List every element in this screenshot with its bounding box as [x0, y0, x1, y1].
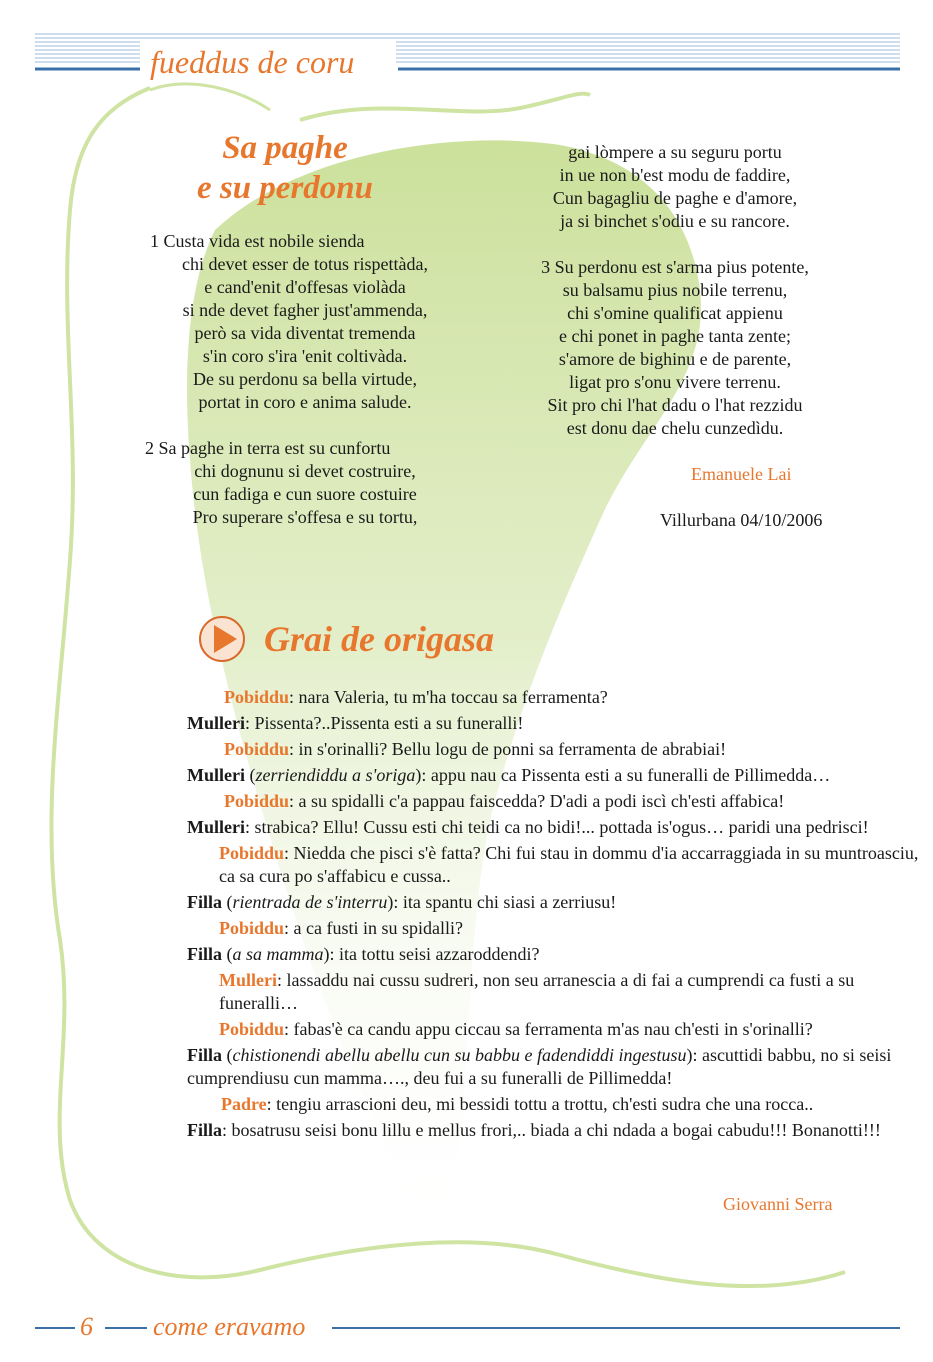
poem-line: s'amore de bighinu e de parente, [558, 349, 792, 369]
dialogue-line [187, 816, 932, 839]
poem-column-left [140, 230, 470, 529]
speaker-label: Mulleri [187, 713, 245, 733]
poem-line: ja si binchet s'odiu e su rancore. [560, 211, 790, 231]
poem-line: chi devet esser de totus rispettàda, [182, 254, 428, 274]
line-text: : Pissenta?..Pissenta esti a su funeralli! [244, 713, 524, 733]
speaker-label: Pobiddu [224, 739, 290, 759]
line-text: : nara Valeria, tu m'ha toccau sa ferramenta? [289, 687, 608, 707]
line-text: : in s'orinalli? Bellu logu de ponni sa ferramenta de abrabiai! [289, 739, 727, 759]
dialogue-line [187, 842, 932, 888]
speaker-label: Filla [187, 1120, 222, 1140]
line-text: : Niedda che pisci s'è fatta? Chi fui stau in dommu d'ia accarraggiada in su muntroasciu, ca sa cura po s'affabicu e cussa.. [219, 843, 919, 886]
poem-line: 3 Su perdonu est s'arma pius potente, [541, 257, 809, 277]
line-text: ): ita tottu seisi azzaroddendi? [323, 944, 540, 964]
line-text: : a su spidalli c'a pappau faiscedda? D'adi a podi iscì ch'esti affabica! [289, 791, 785, 811]
line-text: ): ascuttidi babbu, no si seisi cumprendiusu cun mamma…., deu fui a su funeralli de Pillimedda! [187, 1045, 892, 1088]
speaker-label: Mulleri [187, 817, 245, 837]
dialogue-line [187, 790, 932, 813]
poem-line: s'in coro s'ira 'enit coltivàda. [202, 346, 408, 366]
poem-title-line1: Sa paghe [222, 130, 348, 166]
dialogue-line [187, 969, 932, 1015]
swirl-line-inner [150, 84, 270, 110]
line-text: : lassaddu nai cussu sudreri, non seu arranescia a di fai a cumprendi ca fusti a su funeralli… [219, 970, 855, 1013]
footer-title: come eravamo [153, 1312, 306, 1341]
line-text: : fabas'è ca candu appu ciccau sa ferramenta m'as nau ch'esti in s'orinalli? [284, 1019, 813, 1039]
poem-line: 2 Sa paghe in terra est su cunfortu [145, 438, 391, 458]
line-text: ): ita spantu chi siasi a zerriusu! [387, 892, 617, 912]
poem-author: Emanuele Lai [691, 464, 792, 484]
poem-column-right [505, 141, 845, 440]
poem-line: Cun bagagliu de paghe e d'amore, [552, 188, 798, 208]
poem-line: De su perdonu sa bella virtude, [193, 369, 417, 389]
poem-place-date: Villurbana 04/10/2006 [660, 510, 823, 530]
dialogue-line [187, 738, 932, 761]
dialogue-line [187, 1093, 932, 1116]
dialogue-line [187, 1018, 932, 1041]
speaker-label: Pobiddu [219, 918, 285, 938]
stage-direction: zerriendiddu a s'origa [255, 765, 416, 785]
speaker-label: Padre [221, 1094, 267, 1114]
dialogue-line [187, 686, 932, 709]
poem-line: si nde devet fagher just'ammenda, [182, 300, 428, 320]
speaker-label: Pobiddu [224, 791, 290, 811]
stage-direction: a sa mamma [232, 944, 324, 964]
dialogue-line [187, 712, 932, 735]
line-text: : a ca fusti in su spidalli? [284, 918, 464, 938]
line-text: : strabica? Ellu! Cussu esti chi teidi ca no bidi!... pottada is'ogus… paridi una pedrisci! [244, 817, 869, 837]
line-text: : tengiu arrascioni deu, mi bessidi tottu a trottu, ch'esti sudra che una rocca.. [266, 1094, 814, 1114]
speaker-label: Pobiddu [224, 687, 290, 707]
poem-line: ligat pro s'onu vivere terrenu. [569, 372, 781, 392]
poem-line: 1 Custa vida est nobile sienda [150, 231, 365, 251]
poem-line: e chi ponet in paghe tanta zente; [559, 326, 791, 346]
line-text: ): appu nau ca Pissenta esti a su funeralli de Pillimedda… [415, 765, 831, 785]
poem-title-line2: e su perdonu [196, 170, 374, 206]
speaker-label: Filla [187, 944, 222, 964]
poem-line: gai lòmpere a su seguru portu [568, 142, 782, 162]
dialogue-line: Filla (rientrada de s'interru): ita spantu chi siasi a zerriusu! [187, 892, 617, 912]
dialogue-author: Giovanni Serra [723, 1194, 833, 1214]
dialogue-line: Filla (a sa mamma): ita tottu seisi azzaroddendi? [187, 944, 540, 964]
poem-line: Pro superare s'offesa e su tortu, [192, 507, 418, 527]
page-number: 6 [80, 1312, 93, 1341]
dialogue-line: Mulleri (zerriendiddu a s'origa): appu nau ca Pissenta esti a su funeralli de Pillimedda… [187, 765, 831, 785]
play-icon [197, 614, 247, 664]
stage-direction: chistionendi abellu abellu cun su babbu e fadendiddi ingestusu [232, 1045, 687, 1065]
poem-line: cun fadiga e cun suore costuire [193, 484, 417, 504]
poem-line: chi dognunu si devet costruire, [194, 461, 416, 481]
dialogue-line [187, 917, 932, 940]
speaker-label: Pobiddu [219, 1019, 285, 1039]
section-title: Grai de origasa [264, 619, 495, 659]
poem-line: est donu dae chelu cunzedìdu. [566, 418, 784, 438]
speaker-label: Filla [187, 1045, 222, 1065]
poem-line: su balsamu pius nobile terrenu, [562, 280, 788, 300]
header-title: fueddus de coru [150, 44, 355, 80]
poem-line: chi s'omine qualificat appienu [567, 303, 783, 323]
speaker-label: Filla [187, 892, 222, 912]
poem-line: Sit pro chi l'hat dadu o l'hat rezzidu [547, 395, 803, 415]
swirl-line-top [300, 94, 590, 120]
dialogue-body [187, 686, 932, 1145]
poem-line: in ue non b'est modu de faddire, [559, 165, 791, 185]
stage-direction: rientrada de s'interru [232, 892, 388, 912]
speaker-label: Mulleri [187, 765, 245, 785]
poem-line: e cand'enit d'offesas violàda [204, 277, 406, 297]
dialogue-line [187, 1119, 897, 1142]
poem-line: portat in coro e anima salude. [198, 392, 412, 412]
speaker-label: Pobiddu [219, 843, 285, 863]
line-text: : bosatrusu seisi bonu lillu e mellus frori,.. biada a chi ndada a bogai cabudu!!! Bonanotti!!! [222, 1120, 881, 1140]
speaker-label: Mulleri [219, 970, 277, 990]
dialogue-line: Filla (chistionendi abellu abellu cun su babbu e fadendiddi ingestusu): ascuttidi babbu, no si seisi cumprendiusu cun mamma…., deu fui a su funeralli de Pillimedda! [187, 1045, 892, 1088]
poem-line: però sa vida diventat tremenda [194, 323, 416, 343]
